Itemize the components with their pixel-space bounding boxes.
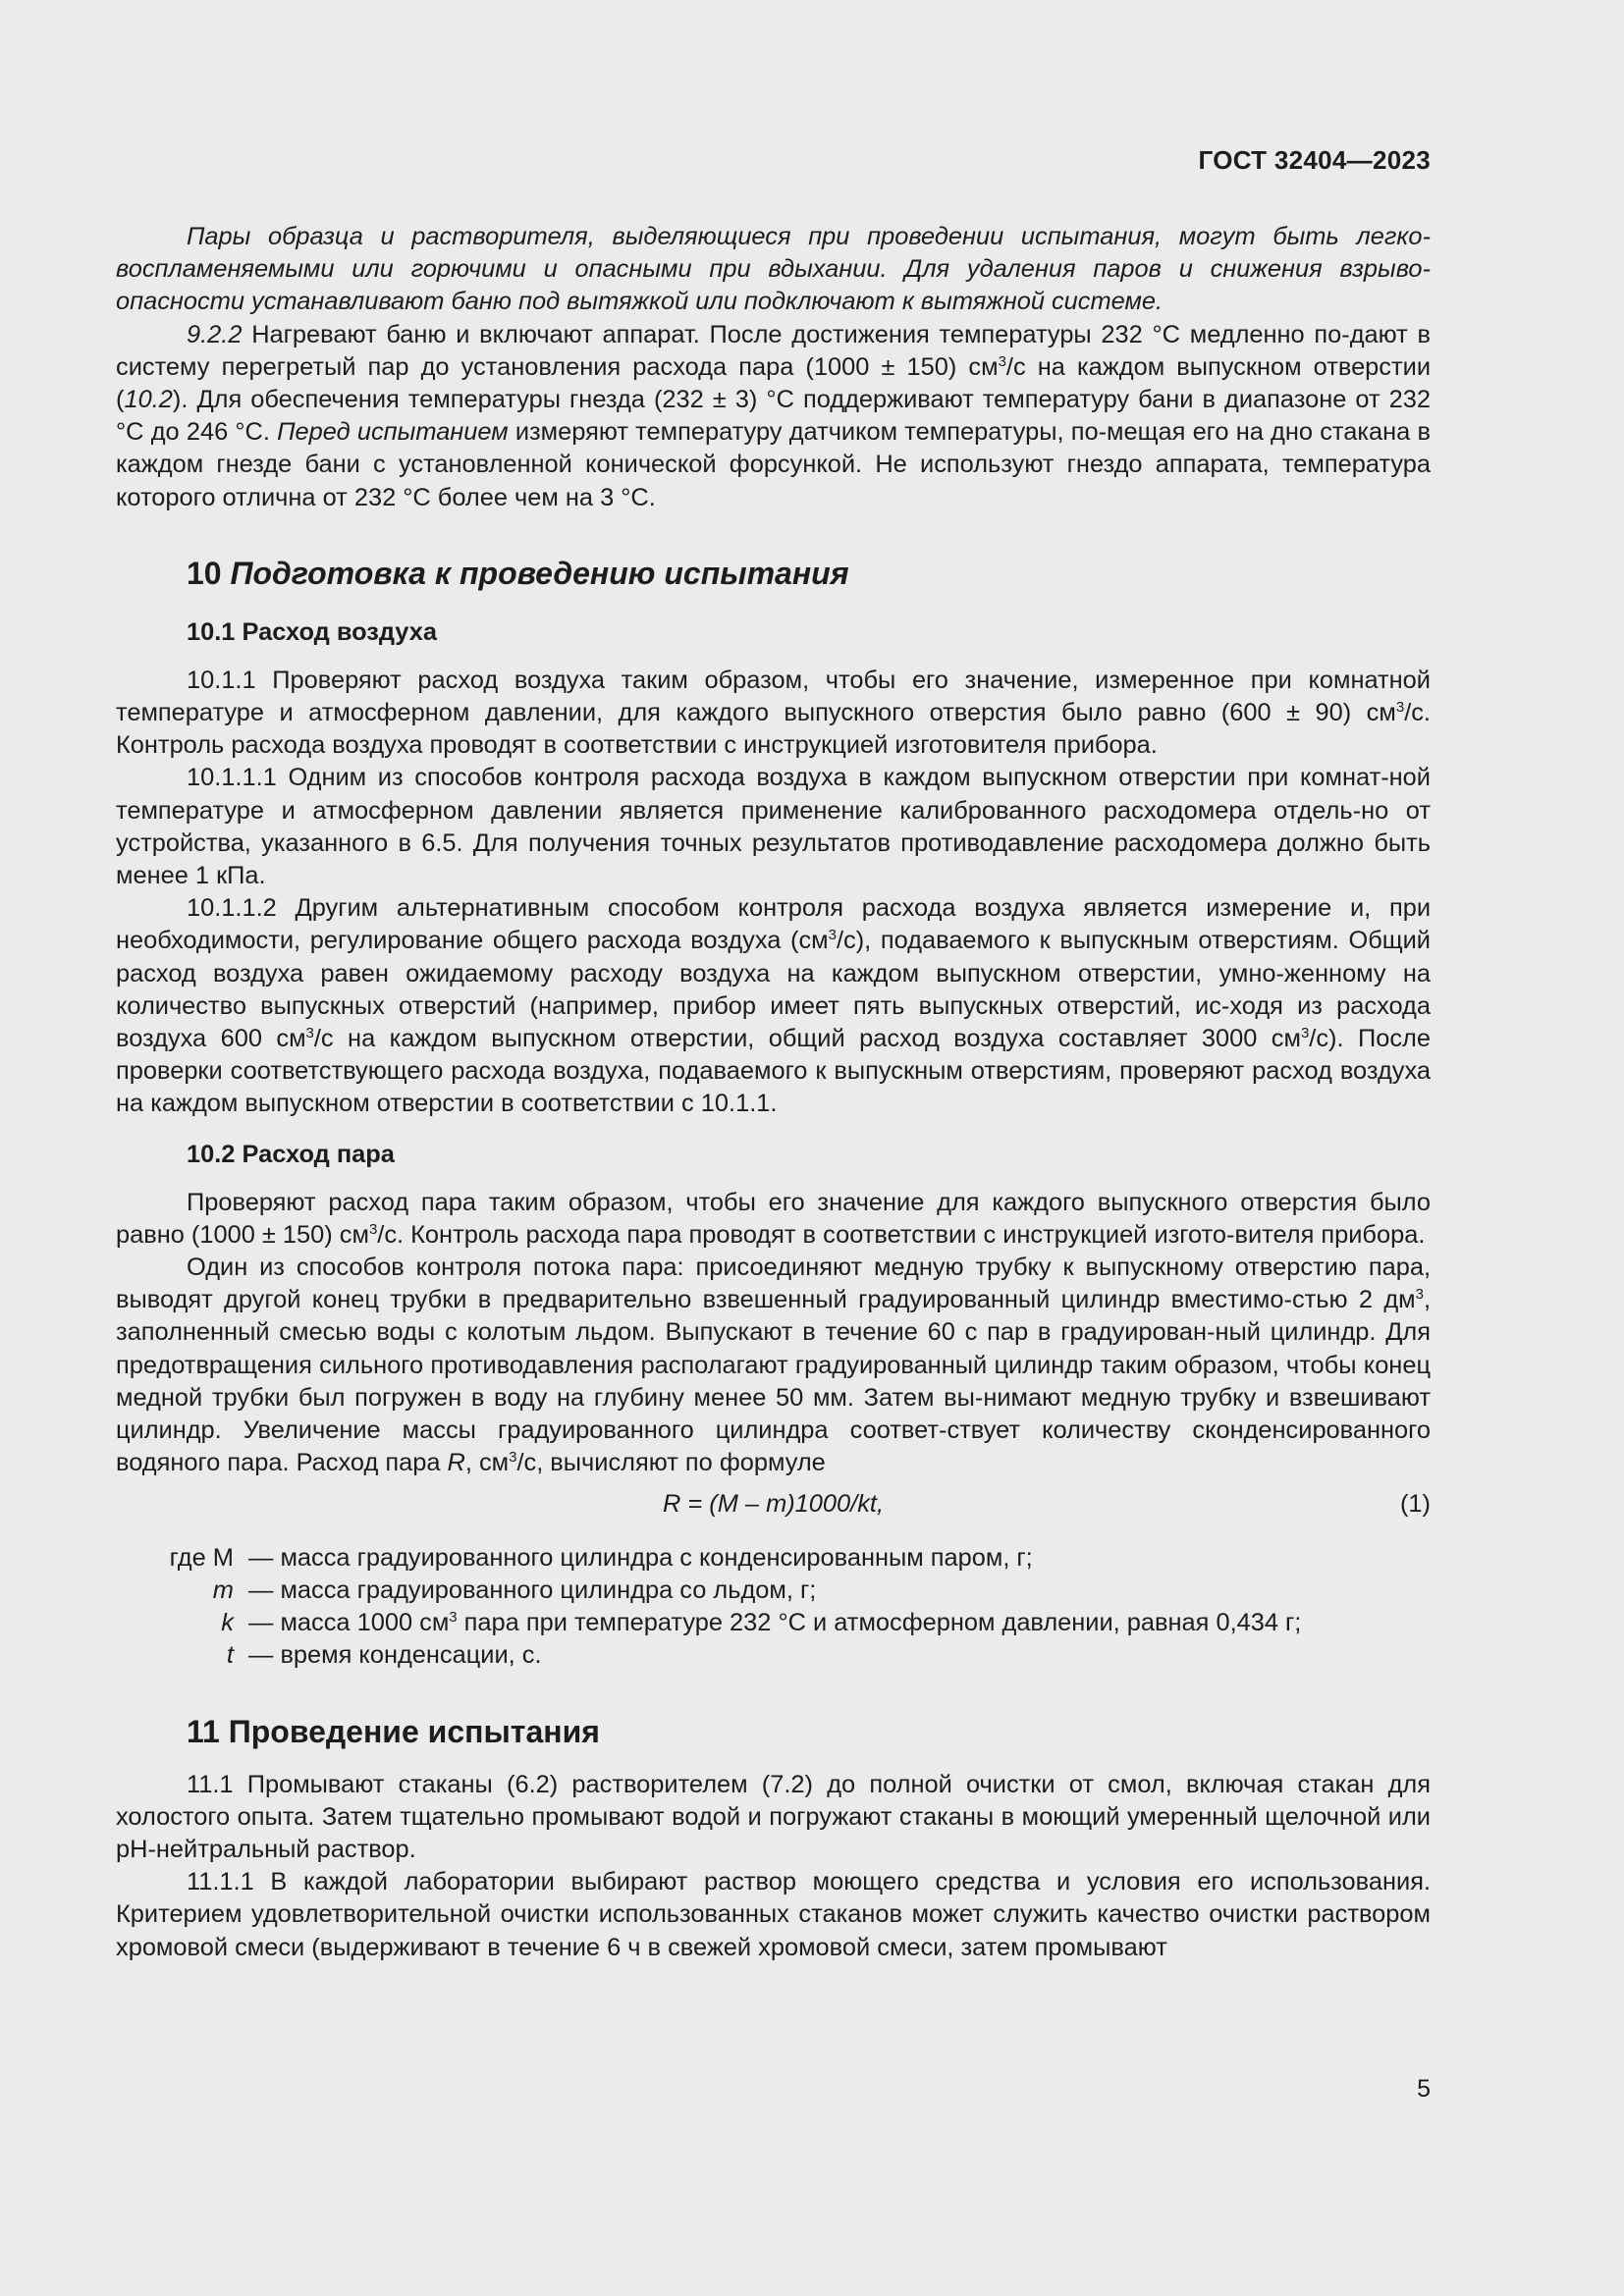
paragraph-11-1: 11.1 Промывают стаканы (6.2) растворителем (7.2) до полной очистки от смол, включая стакан для холостого опыта. Затем тщательно промывают водой и погружают стаканы в моющий умеренный щелочной или рН-нейтральный раствор. (116, 1770, 1431, 1863)
subsection-heading-10-2: 10.2 Расход пара (187, 1140, 395, 1168)
clause-number: 9.2.2 (187, 320, 243, 348)
subsection-heading-10-1: 10.1 Расход воздуха (187, 617, 437, 646)
paragraph-10-2-b: Один из способов контроля потока пара: присоединяют медную трубку к выпускному отверстию пара, выводят другой конец трубки в предварительно взвешенный градуированный цилиндр вместимо-стью 2 $дм^3$, заполненный смесью воды с колотым льдом. Выпускают в течение 60 с пар в градуирован-ный цилиндр. Для предотвращения сильного противодавления располагают градуированный цилиндр таким образом, чтобы конец медной трубки был погружен в воду на глубину менее 50 мм. Затем вы-нимают медную трубку и взвешивают цилиндр. Увеличение массы градуированного цилиндра соответ-ствует количеству сконденсированного водяного пара. Расход пара R, $см^3/с$, вычисляют по формуле (116, 1254, 1431, 1477)
paragraph-10-1-1-1: 10.1.1.1 Одним из способов контроля расхода воздуха в каждом выпускном отверстии при комнат-ной температуре и атмосферном давлении является применение калиброванного расходомера отдель-но от устройства, указанного в 6.5. Для получения точных результатов противодавление расходомера должно быть менее 1 кПа. (116, 764, 1431, 890)
paragraph-9-2-2: 9.2.2 Нагревают баню и включают аппарат. После достижения температуры 232 °C медленно по-дают в систему перегретый пар до установления расхода пара (1000 ± 150) $см^3/с$ на каждом выпускном отверстии (10.2). Для обеспечения температуры гнезда (232 ± 3) °C поддерживают температуру бани в диапазоне от 232 °C до 246 °C. Перед испытанием измеряют температуру датчиком температуры, по-мещая его на дно стакана в каждом гнезде бани с установленной конической форсункой. Не используют гнездо аппарата, температура которого отлична от 232 °C более чем на 3 °C. (116, 320, 1431, 511)
paragraph-10-2-a: Проверяют расход пара таким образом, чтобы его значение для каждого выпускного отверстия было равно (1000 ± 150) $см^3/с$. Контроль расхода пара проводят в соответствии с инструкцией изгото-вителя прибора. (116, 1188, 1431, 1249)
paragraph-10-1-1-2: 10.1.1.2 Другим альтернативным способом контроля расхода воздуха является измерение и, при необходимости, регулирование общего расхода воздуха $(см^3/с)$, подаваемого к выпускным отверстиям. Общий расход воздуха равен ожидаемому расходу воздуха на каждом выпускном отверстии, умно-женному на количество выпускных отверстий (например, прибор имеет пять выпускных отверстий, ис-ходя из расхода воздуха 600 $см^3/с$ на каждом выпускном отверстии, общий расход воздуха составляет 3000 $см^3/с$). После проверки соответствующего расхода воздуха, подаваемого к выпускным отверстиям, проверяют расход воздуха на каждом выпускном отверстии в соответствии с 10.1.1. (116, 894, 1431, 1118)
legend-row: где M — масса градуированного цилиндра с конденсированным паром, г; (169, 1543, 1033, 1572)
legend-row: t — время конденсации, с. (226, 1641, 542, 1670)
formula-expression: R = (M – m)1000/kt, (662, 1489, 885, 1518)
section-heading-11: 11 Проведение испытания (187, 1713, 600, 1749)
formula-legend (116, 1542, 1431, 1673)
document-body (116, 221, 1431, 1964)
page-number: 5 (1417, 2075, 1431, 2103)
paragraph-11-1-1: 11.1.1 В каждой лаборатории выбирают раствор моющего средства и условия его использования. Критерием удовлетворительной очистки использованных стаканов может служить качество очистки раствором хромовой смеси (выдерживают в течение 6 ч в свежей хромовой смеси, затем промывают (116, 1868, 1431, 1961)
cross-reference: 10.2 (124, 386, 173, 414)
section-heading-10: 10 Подготовка к проведению испытания (187, 555, 849, 591)
legend-row: m — масса градуированного цилиндра со льдом, г; (212, 1575, 817, 1604)
legend-row: k — масса 1000 $см^3$ пара при температуре 232 °C и атмосферном давлении, равная 0,434 г; (221, 1609, 1302, 1637)
formula-number: (1) (1399, 1489, 1431, 1518)
document-id: ГОСТ 32404—2023 (1198, 145, 1431, 175)
paragraph-10-1-1: 10.1.1 Проверяют расход воздуха таким образом, чтобы его значение, измеренное при комнатной температуре и атмосферном давлении, для каждого выпускного отверстия было равно (600 ± 90) $см^3/с$. Контроль расхода воздуха проводят в соответствии с инструкцией изготовителя прибора. (116, 666, 1431, 760)
formula-1 (116, 1488, 1431, 1521)
safety-note: Пары образца и растворителя, выделяющиеся при проведении испытания, могут быть легко-воспламеняемыми или горючими и опасными при вдыхании. Для удаления паров и снижения взрыво-опасности устанавливают баню под вытяжкой или подключают к вытяжной системе. (116, 223, 1431, 316)
